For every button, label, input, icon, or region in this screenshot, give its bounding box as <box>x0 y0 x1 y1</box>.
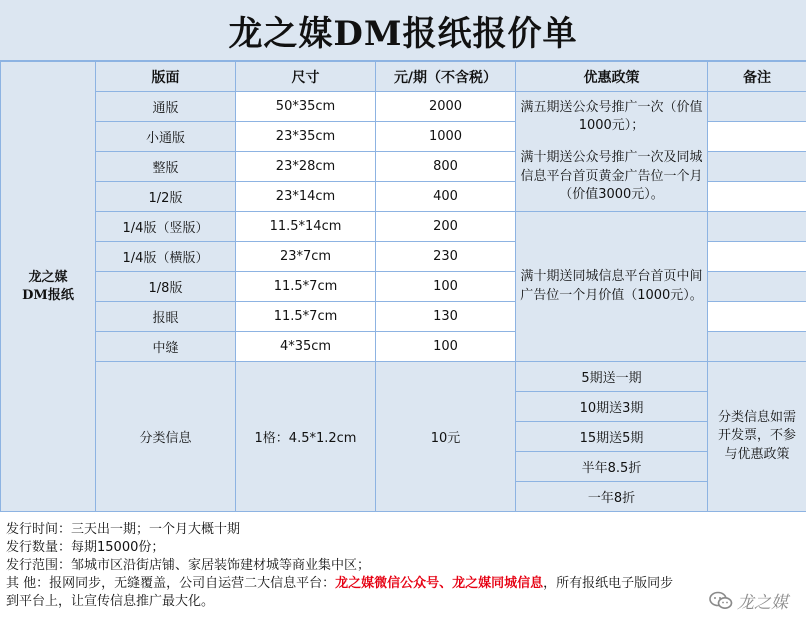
policy-line-1: 满五期送公众号推广一次（价值1000元）； <box>520 100 703 134</box>
classified-price: 10元 <box>376 362 516 512</box>
row-note <box>708 152 806 182</box>
row-size: 11.5*7cm <box>236 272 376 302</box>
row-note <box>708 212 806 242</box>
footer-other-prefix: 其 他：报网同步，无缝覆盖，公司自运营二大信息平台： <box>6 576 336 591</box>
row-price: 130 <box>376 302 516 332</box>
row-section: 中缝 <box>96 332 236 362</box>
table-row <box>1 92 806 122</box>
row-size: 23*28cm <box>236 152 376 182</box>
classified-section: 分类信息 <box>96 362 236 512</box>
policy-line-2: 满十期送公众号推广一次及同城信息平台首页黄金广告位一个月（价值3000元）。 <box>520 150 703 202</box>
classified-offer: 5期送一期 <box>516 362 708 392</box>
row-section: 通版 <box>96 92 236 122</box>
row-note <box>708 92 806 122</box>
header-price: 元/期（不含税） <box>376 62 516 92</box>
row-size: 4*35cm <box>236 332 376 362</box>
row-note <box>708 332 806 362</box>
row-section: 1/4版（横版） <box>96 242 236 272</box>
watermark <box>709 588 788 613</box>
footer-other-suffix: ，所有报纸电子版同步 <box>543 576 674 591</box>
header-size: 尺寸 <box>236 62 376 92</box>
row-section: 报眼 <box>96 302 236 332</box>
row-section: 整版 <box>96 152 236 182</box>
row-note <box>708 122 806 152</box>
left-label: 龙之媒 DM报纸 <box>1 62 96 512</box>
classified-offer: 10期送3期 <box>516 392 708 422</box>
row-section: 小通版 <box>96 122 236 152</box>
title-bar <box>0 0 806 61</box>
row-note <box>708 272 806 302</box>
row-size: 23*14cm <box>236 182 376 212</box>
row-note <box>708 182 806 212</box>
row-size: 23*35cm <box>236 122 376 152</box>
row-price: 100 <box>376 332 516 362</box>
row-section: 1/4版（竖版） <box>96 212 236 242</box>
row-size: 50*35cm <box>236 92 376 122</box>
row-note <box>708 302 806 332</box>
classified-offer: 15期送5期 <box>516 422 708 452</box>
policy-group-2: 满十期送同城信息平台首页中间广告位一个月价值（1000元）。 <box>516 212 708 362</box>
row-section: 1/8版 <box>96 272 236 302</box>
classified-row <box>1 362 806 392</box>
table-row <box>1 212 806 242</box>
row-price: 2000 <box>376 92 516 122</box>
price-table <box>0 61 806 512</box>
footer-line: 发行时间：三天出一期；一个月大概十期 <box>6 522 241 537</box>
row-size: 23*7cm <box>236 242 376 272</box>
row-price: 200 <box>376 212 516 242</box>
classified-size: 1格：4.5*1.2cm <box>236 362 376 512</box>
footer-line-other <box>6 575 802 593</box>
row-price: 1000 <box>376 122 516 152</box>
classified-offer: 半年8.5折 <box>516 452 708 482</box>
header-policy: 优惠政策 <box>516 62 708 92</box>
row-price: 800 <box>376 152 516 182</box>
page-title: 龙之媒DM报纸报价单 <box>228 13 578 54</box>
header-row <box>1 62 806 92</box>
footer-line: 发行范围：邹城市区沿街店铺、家居装饰建材城等商业集中区； <box>6 558 371 573</box>
policy-group-1 <box>516 92 708 212</box>
footer-line: 发行数量：每期15000份； <box>6 540 165 555</box>
classified-note: 分类信息如需开发票，不参与优惠政策 <box>708 362 806 512</box>
footer-line: 到平台上，让宣传信息推广最大化。 <box>6 594 215 609</box>
wechat-icon <box>709 591 733 611</box>
row-price: 100 <box>376 272 516 302</box>
header-section: 版面 <box>96 62 236 92</box>
row-price: 230 <box>376 242 516 272</box>
row-size: 11.5*7cm <box>236 302 376 332</box>
row-size: 11.5*14cm <box>236 212 376 242</box>
footer-highlight: 龙之媒微信公众号、龙之媒同城信息 <box>335 576 544 591</box>
row-section: 1/2版 <box>96 182 236 212</box>
header-note: 备注 <box>708 62 806 92</box>
footer-info <box>6 521 802 611</box>
watermark-text: 龙之媒 <box>737 593 788 613</box>
row-price: 400 <box>376 182 516 212</box>
classified-offer: 一年8折 <box>516 482 708 512</box>
row-note <box>708 242 806 272</box>
